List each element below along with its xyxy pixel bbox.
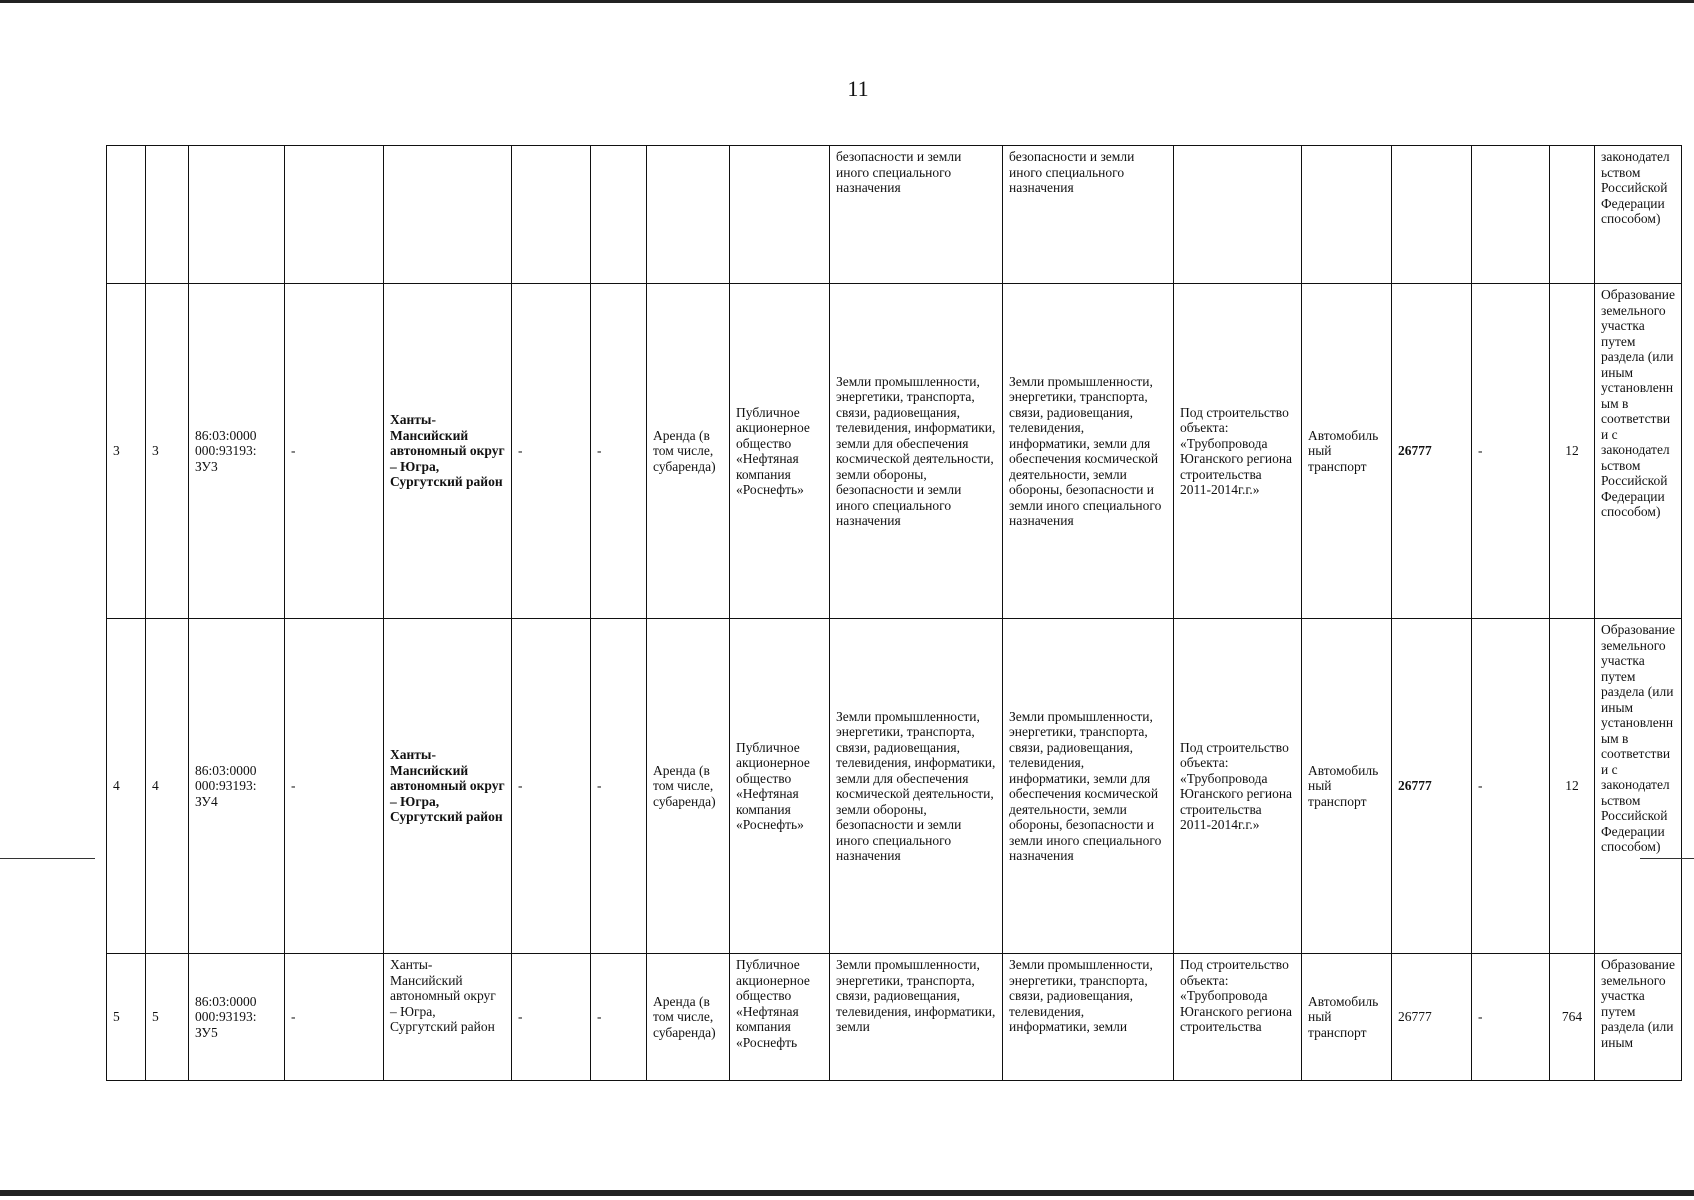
cell-category-current: Земли промышленности, энергетики, транспорта, связи, радиовещания, телевидения, информатики, земли для обеспечения космической деятельности, земли обороны, безопасности и земли иного специального назначения (830, 619, 1003, 954)
table-row (107, 619, 1682, 954)
cell-empty (591, 146, 647, 284)
scan-artifact-line (0, 858, 95, 859)
cell-area: 26777 (1392, 954, 1472, 1081)
cell-col4: - (285, 284, 384, 619)
cell-use-type: Автомобильный транспорт (1302, 619, 1392, 954)
cell-cadastral: 86:03:0000 000:93193: ЗУ3 (189, 284, 285, 619)
cell-right: Аренда (в том числе, субаренда) (647, 954, 730, 1081)
cell-empty (285, 146, 384, 284)
table-row (107, 954, 1682, 1081)
cell-right: Аренда (в том числе, субаренда) (647, 619, 730, 954)
cell-location: Ханты-Мансийский автономный округ – Югра, Сургутский район (384, 619, 512, 954)
cell-formation: законодательством Российской Федерации способом) (1595, 146, 1682, 284)
cell-col16: 12 (1550, 619, 1595, 954)
cell-empty (1302, 146, 1392, 284)
cell-category-new: безопасности и земли иного специального назначения (1003, 146, 1174, 284)
cell-col16: 764 (1550, 954, 1595, 1081)
cell-empty (1392, 146, 1472, 284)
cell-holder: Публичное акционерное общество «Нефтяная компания «Роснефть» (730, 284, 830, 619)
cell-category-current: Земли промышленности, энергетики, транспорта, связи, радиовещания, телевидения, информатики, земли для обеспечения космической деятельности, земли обороны, безопасности и земли иного специального назначения (830, 284, 1003, 619)
land-plot-table (106, 145, 1682, 1081)
cell-col4: - (285, 954, 384, 1081)
cell-formation: Образование земельного участка путем раздела (или иным установленным в соответствии с законодательством Российской Федерации способом) (1595, 284, 1682, 619)
cell-category-new: Земли промышленности, энергетики, транспорта, связи, радиовещания, телевидения, информатики, земли (1003, 954, 1174, 1081)
cell-sub-num: 4 (146, 619, 189, 954)
cell-num: 3 (107, 284, 146, 619)
cell-use: Под строительство объекта: «Трубопровода Юганского региона строительства (1174, 954, 1302, 1081)
cell-num: 4 (107, 619, 146, 954)
cell-col15: - (1472, 619, 1550, 954)
cell-empty (146, 146, 189, 284)
cell-category-current: Земли промышленности, энергетики, транспорта, связи, радиовещания, телевидения, информатики, земли (830, 954, 1003, 1081)
scan-artifact-line (1640, 858, 1694, 859)
cell-holder: Публичное акционерное общество «Нефтяная компания «Роснефть» (730, 619, 830, 954)
cell-col7: - (591, 619, 647, 954)
cell-location: Ханты-Мансийский автономный округ – Югра, Сургутский район (384, 284, 512, 619)
cell-category-current: безопасности и земли иного специального назначения (830, 146, 1003, 284)
cell-col7: - (591, 284, 647, 619)
cell-col4: - (285, 619, 384, 954)
cell-formation: Образование земельного участка путем раздела (или иным (1595, 954, 1682, 1081)
cell-empty (1472, 146, 1550, 284)
cell-num: 5 (107, 954, 146, 1081)
cell-category-new: Земли промышленности, энергетики, транспорта, связи, радиовещания, телевидения, информатики, земли для обеспечения космической деятельности, земли обороны, безопасности и земли иного специального назначения (1003, 284, 1174, 619)
cell-empty (1550, 146, 1595, 284)
cell-col7: - (591, 954, 647, 1081)
cell-empty (384, 146, 512, 284)
cell-sub-num: 5 (146, 954, 189, 1081)
cell-col6: - (512, 954, 591, 1081)
cell-use-type: Автомобильный транспорт (1302, 954, 1392, 1081)
cell-col6: - (512, 284, 591, 619)
cell-use: Под строительство объекта: «Трубопровода Юганского региона строительства 2011-2014г.г.» (1174, 619, 1302, 954)
cell-use: Под строительство объекта: «Трубопровода Юганского региона строительства 2011-2014г.г.» (1174, 284, 1302, 619)
scan-bottom-edge (0, 1190, 1694, 1196)
cell-empty (189, 146, 285, 284)
cell-cadastral: 86:03:0000 000:93193: ЗУ5 (189, 954, 285, 1081)
cell-use-type: Автомобильный транспорт (1302, 284, 1392, 619)
scan-top-edge (0, 0, 1694, 3)
cell-col15: - (1472, 954, 1550, 1081)
cell-area: 26777 (1392, 284, 1472, 619)
cell-right: Аренда (в том числе, субаренда) (647, 284, 730, 619)
cell-empty (107, 146, 146, 284)
cell-empty (647, 146, 730, 284)
table-row-continuation (107, 146, 1682, 284)
cell-formation: Образование земельного участка путем раздела (или иным установленным в соответствии с законодательством Российской Федерации способом) (1595, 619, 1682, 954)
cell-col15: - (1472, 284, 1550, 619)
cell-empty (512, 146, 591, 284)
cell-category-new: Земли промышленности, энергетики, транспорта, связи, радиовещания, телевидения, информатики, земли для обеспечения космической деятельности, земли обороны, безопасности и земли иного специального назначения (1003, 619, 1174, 954)
cell-cadastral: 86:03:0000 000:93193: ЗУ4 (189, 619, 285, 954)
cell-empty (1174, 146, 1302, 284)
table-row (107, 284, 1682, 619)
cell-location: Ханты-Мансийский автономный округ – Югра, Сургутский район (384, 954, 512, 1081)
cell-empty (730, 146, 830, 284)
cell-holder: Публичное акционерное общество «Нефтяная компания «Роснефть (730, 954, 830, 1081)
cell-col16: 12 (1550, 284, 1595, 619)
cell-sub-num: 3 (146, 284, 189, 619)
page-number: 11 (847, 76, 869, 101)
cell-area: 26777 (1392, 619, 1472, 954)
cell-col6: - (512, 619, 591, 954)
